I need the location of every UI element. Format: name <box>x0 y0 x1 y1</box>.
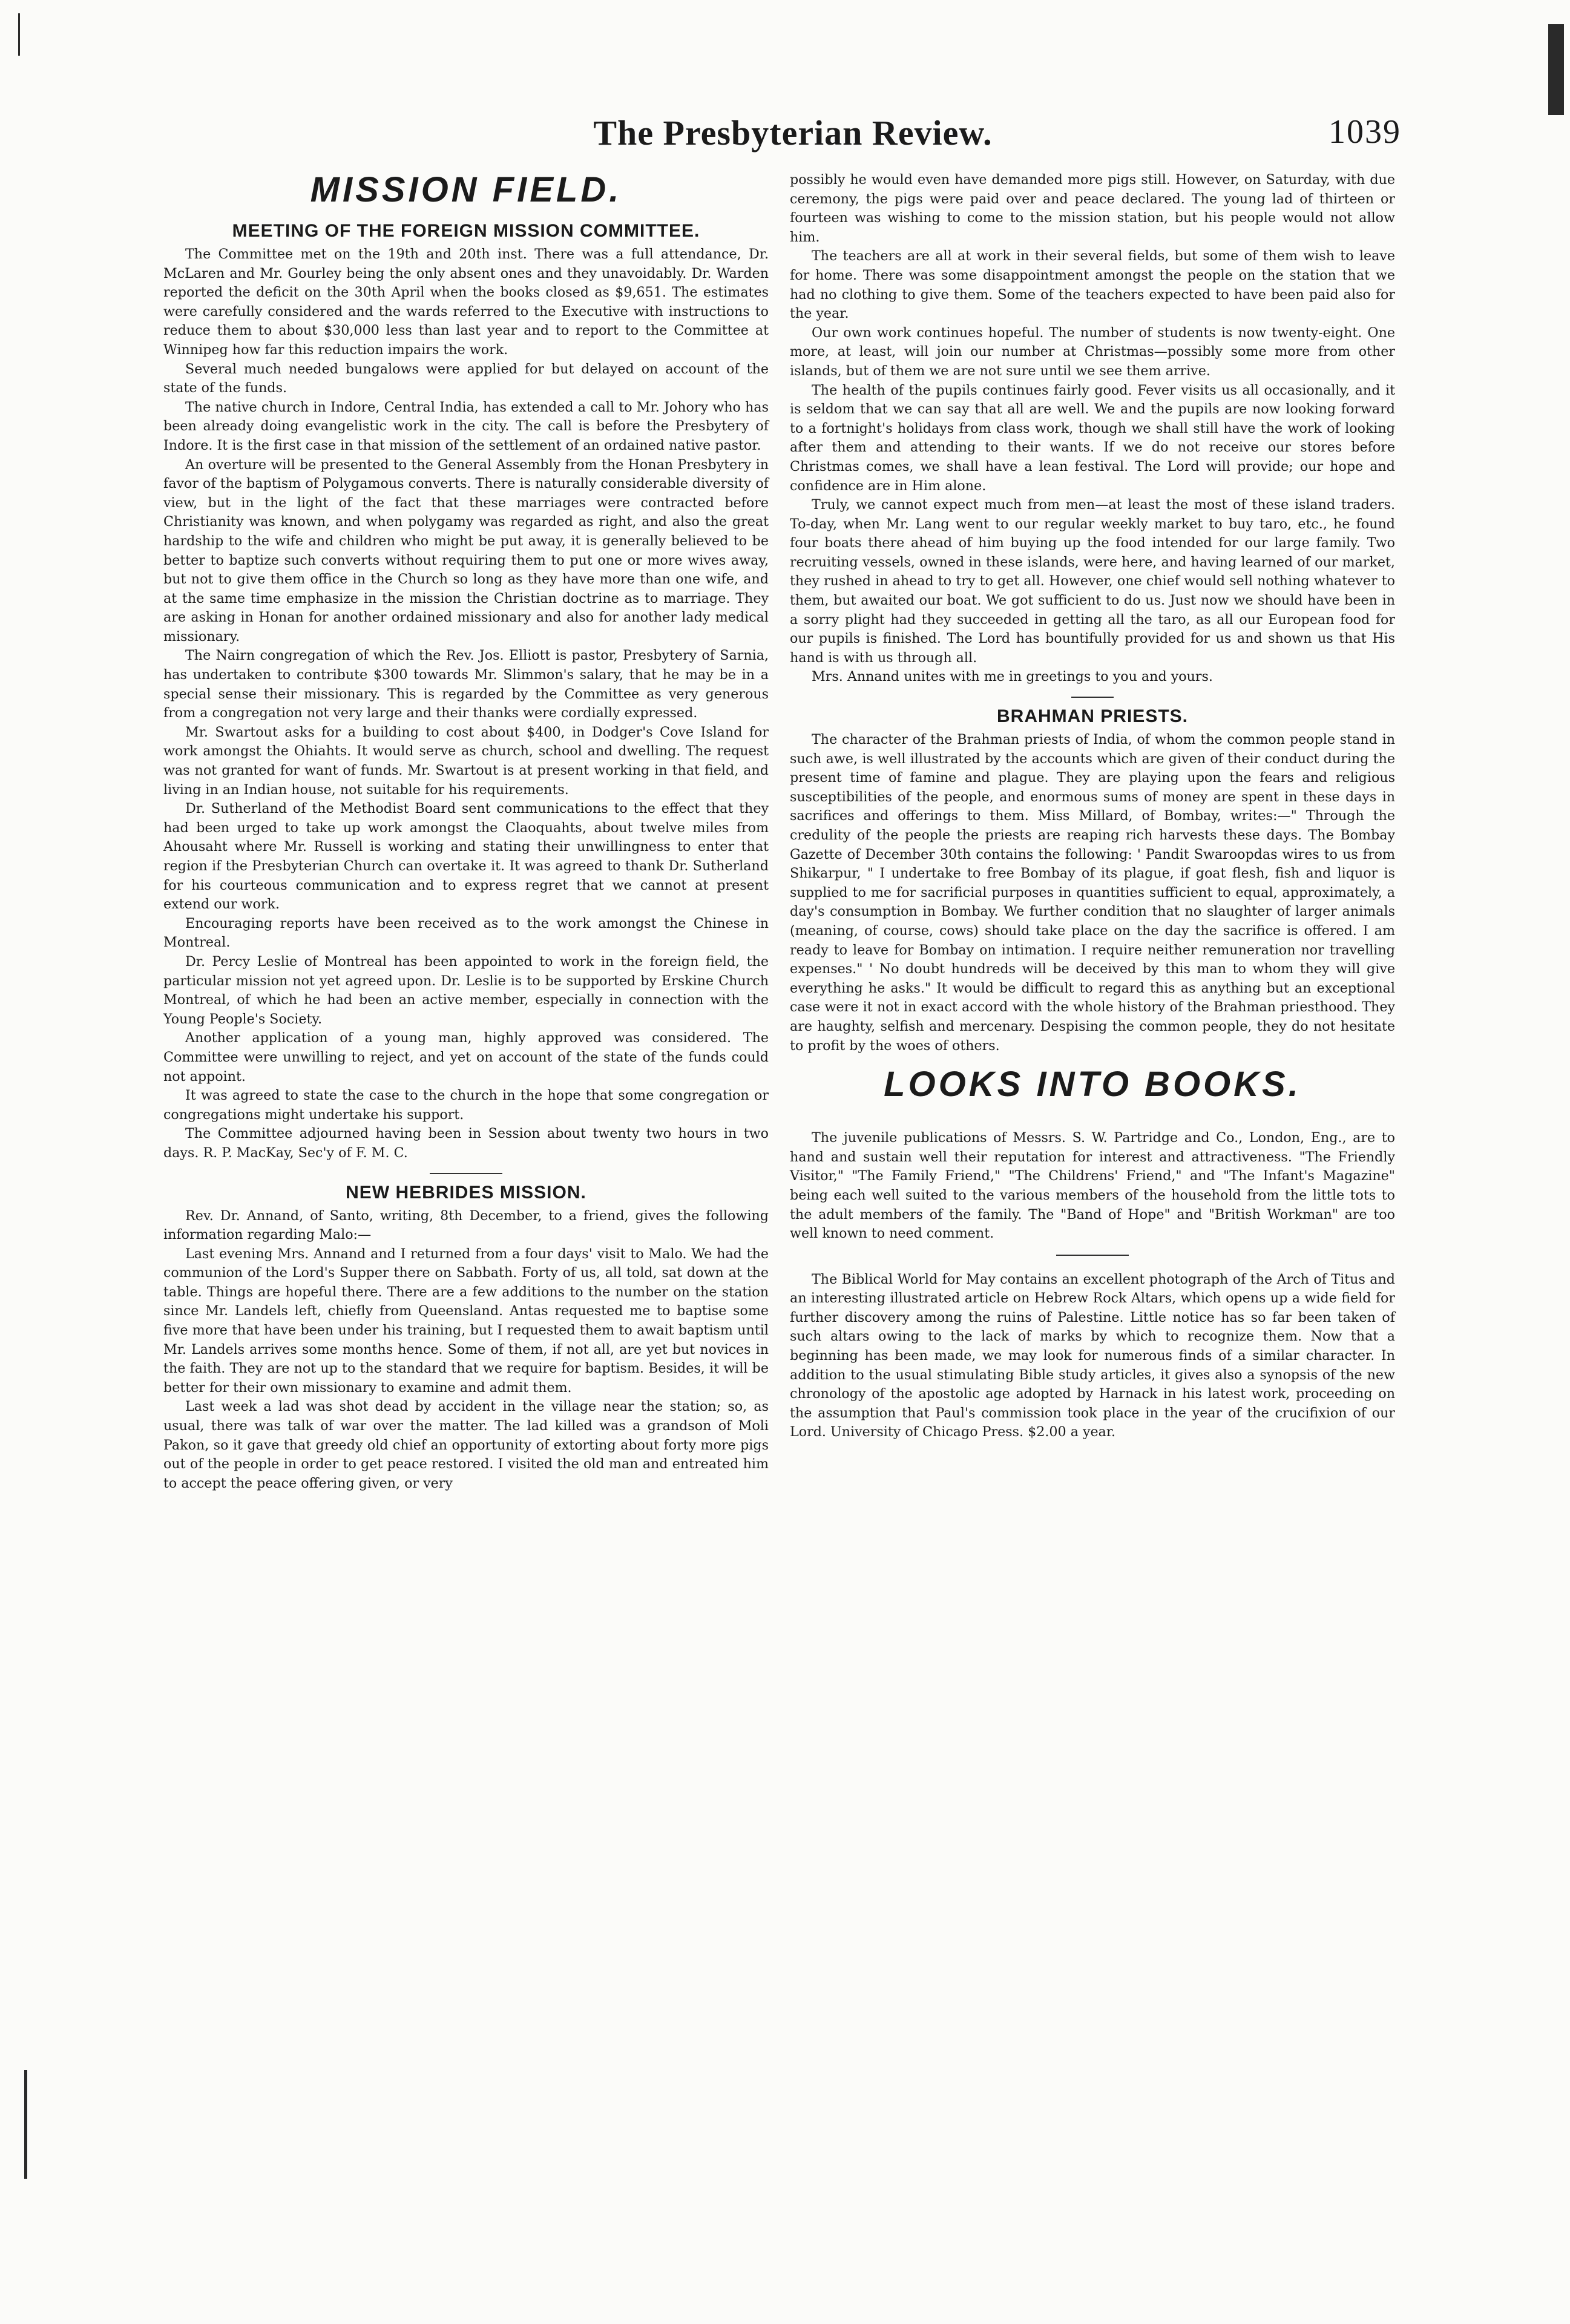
paragraph: An overture will be presented to the General Assembly from the Honan Presbytery in favor of the baptism of Polygamous converts. There is naturally considerable diversity of view, but in the light of the fact that these marriages were contracted before Christianity was known, and when polygamy was regarded as right, and also the great hardship to the wife and children who might be put away, it is generally believed to be better to baptize such converts without requiring them to put one or more wives away, but not to give them office in the Church so long as they have more than one wife, and at the same time emphasize in the mission the Christian doctrine as to marriage. They are asking in Honan for another ordained missionary and also for another lady medical missionary. <box>163 456 769 645</box>
right-column <box>790 171 1395 1442</box>
section-title-mission-field: MISSION FIELD. <box>310 170 622 209</box>
scan-mark-bottom-left <box>24 2070 27 2179</box>
paragraph: Encouraging reports have been received as to the work amongst the Chinese in Montreal. <box>163 915 769 951</box>
paragraph: Several much needed bungalows were applied for but delayed on account of the state of the funds. <box>163 361 769 396</box>
divider-rule <box>1056 1255 1129 1256</box>
paragraph: It was agreed to state the case to the church in the hope that some congregation or congregations might undertake his support. <box>163 1088 769 1123</box>
paragraph: The teachers are all at work in their several fields, but some of them wish to leave for home. There was some disappointment amongst the people on the station that we had no clothing to give them. Some of the teachers expected to have been paid also for the year. <box>790 248 1395 322</box>
paragraph: The Committee met on the 19th and 20th inst. There was a full attendance, Dr. McLaren and Mr. Gourley being the only absent ones and they unavoidably. Dr. Warden reported the deficit on the 30th April when the books closed as $9,651. The estimates were carefully considered and the wards referred to the Executive with instructions to reduce them to about $30,000 less than last year and to report to the Committee at Winnipeg how far this reduction impairs the work. <box>163 246 769 358</box>
paragraph: Dr. Sutherland of the Methodist Board sent communications to the effect that they had been urged to take up work amongst the Claoquahts, about twelve miles from Ahousaht where Mr. Russell is working and stating their unwillingness to enter that region if the Presbyterian Church can overtake it. It was agreed to thank Dr. Sutherland for his courteous communication and to express regret that we cannot at present extend our work. <box>163 801 769 913</box>
scan-mark-top-left <box>18 13 20 56</box>
paragraph: Our own work continues hopeful. The number of students is now twenty-eight. One more, at least, will join our number at Christmas—possibly some more from other islands, but of them we are not sure until we see them arrive. <box>790 324 1395 379</box>
paragraph: The Biblical World for May contains an excellent photograph of the Arch of Titus and an interesting illustrated article on Hebrew Rock Altars, which opens up a wide field for further discovery among the ruins of Palestine. Little notice has so far been taken of such altars owing to the lack of marks by which to recognize them. Now that a beginning has been made, we may look for numerous finds of a similar character. In addition to the usual stimulating Bible study articles, it gives also a synopsis of the new chronology of the apostolic age adopted by Harnack in his latest work, proceeding on the assumption that Paul's commission took place in the year of the crucifixion of our Lord. University of Chicago Press. $2.00 a year. <box>790 1271 1395 1440</box>
paragraph: The character of the Brahman priests of India, of whom the common people stand in such awe, is well illustrated by the accounts which are given of their conduct during the present time of famine and plague. They are playing upon the fears and religious susceptibilities of the people, and enormous sums of money are spent in these days in sacrifices and offerings to them. Miss Millard, of Bombay, writes:—" Through the credulity of the people the priests are reaping rich harvests these days. The Bombay Gazette of December 30th contains the following: ' Pandit Swaroopdas wires to us from Shikarpur, " I undertake to free Bombay of its plague, if goat flesh, fish and liquor is supplied to me for sacrificial purposes in quantities sufficient to equal, approximately, a day's consumption in Bombay. We further condition that no slaughter of larger animals (meaning, of course, cows) should take place on the day the sacrifice is offered. I am ready to leave for Bombay on intimation. I require neither remuneration nor travelling expenses." ' No doubt hundreds will be deceived by this man to whom they will give everything he asks." It would be difficult to regard this as anything but an exceptional case were it not in exact accord with the whole history of the Brahman priesthood. They are haughty, selfish and mercenary. Despising the common people, they do not hesitate to profit by the woes of others. <box>790 732 1395 1054</box>
paragraph: The Committee adjourned having been in Session about twenty two hours in two days. R. P. MacKay, Sec'y of F. M. C. <box>163 1126 769 1161</box>
paragraph: Dr. Percy Leslie of Montreal has been appointed to work in the foreign field, the particular mission not yet agreed upon. Dr. Leslie is to be supported by Erskine Church Montreal, of which he had been an active member, especially in connection with the Young People's Society. <box>163 953 769 1027</box>
paragraph: The Nairn congregation of which the Rev. Jos. Elliott is pastor, Presbytery of Sarnia, has undertaken to contribute $300 towards Mr. Slimmon's salary, that he may be in a special sense their missionary. This is regarded by the Committee as very generous from a congregation not very large and their thanks were cordially expressed. <box>163 648 769 721</box>
paragraph: Mr. Swartout asks for a building to cost about $400, in Dodger's Cove Island for work amongst the Ohiahts. It would serve as church, school and dwelling. The request was not granted for want of funds. Mr. Swartout is at present working in that field, and living in an Indian house, not suitable for his requirements. <box>163 724 769 798</box>
journal-title: The Presbyterian Review. <box>593 113 993 153</box>
paragraph: Last evening Mrs. Annand and I returned from a four days' visit to Malo. We had the communion of the Lord's Supper there on Sabbath. Forty of us, all told, sat down at the table. Things are hopeful there. There are a few additions to the number on the station since Mr. Landels left, chiefly from Queensland. Antas requested me to baptise some five more that have been under his training, but I requested them to await baptism until Mr. Landels arrives some months hence. Some of them, if not all, are yet but novices in the faith. They are not up to the standard that we require for baptism. Besides, it will be better for their own missionary to examine and admit them. <box>163 1246 769 1396</box>
paragraph: Another application of a young man, highly approved was considered. The Committee were unwilling to reject, and yet on account of the state of the funds could not appoint. <box>163 1030 769 1085</box>
left-column <box>163 169 769 1493</box>
paragraph: The health of the pupils continues fairly good. Fever visits us all occasionally, and it is seldom that we can say that all are well. We and the pupils are now looking forward to a fortnight's holidays from class work, though we shall still have the work of looking after them and attending to their wants. If we do not receive our stores before Christmas comes, we shall have a lean festival. The Lord will provide; our hope and confidence are in Him alone. <box>790 382 1395 494</box>
page-number: 1039 <box>1329 113 1401 151</box>
paragraph-continued: possibly he would even have demanded more pigs still. However, on Saturday, with due ceremony, the pigs were paid over and peace declared. The young lad of thirteen or fourteen was wishing to come to the mission station, but his people would not allow him. <box>790 172 1395 245</box>
paragraph: Mrs. Annand unites with me in greetings to you and yours. <box>812 669 1213 685</box>
paragraph: The native church in Indore, Central India, has extended a call to Mr. Johory who has been already doing evangelistic work in the city. The call is before the Presbytery of Indore. It is the first case in that mission of the settlement of an ordained native pastor. <box>163 399 769 453</box>
article-title-foreign-mission-committee: MEETING OF THE FOREIGN MISSION COMMITTEE. <box>232 221 700 241</box>
article-title-brahman-priests: BRAHMAN PRIESTS. <box>996 706 1188 727</box>
section-title-looks-into-books: LOOKS INTO BOOKS. <box>884 1065 1301 1105</box>
paragraph: Truly, we cannot expect much from men—at least the most of these island traders. To-day, when Mr. Lang went to our regular weekly market to buy taro, etc., he found four boats there ahead of him buying up the food intended for our large family. Two recruiting vessels, owned in these islands, were here, and having learned of our market, they rushed in ahead to try to get all. However, one chief would sell nothing whatever to them, but awaited our boat. We got sufficient to do us. Just now we should have been in a sorry plight had they succeeded in getting all the taro, as all our European food for our pupils is finished. The Lord has bountifully provided for us and shown us that His hand is with us through all. <box>790 497 1395 666</box>
paragraph: Last week a lad was shot dead by accident in the village near the station; so, as usual, there was talk of war over the matter. The lad killed was a grandson of Moli Pakon, so it gave that greedy old chief an opportunity of extorting about forty more pigs out of the people in order to get peace restored. I visited the old man and entreated him to accept the peace offering given, or very <box>163 1399 769 1491</box>
divider-rule <box>1071 697 1114 698</box>
scan-mark-top-right <box>1548 24 1564 115</box>
paragraph: Rev. Dr. Annand, of Santo, writing, 8th December, to a friend, gives the following information regarding Malo:— <box>163 1207 769 1243</box>
article-title-new-hebrides: NEW HEBRIDES MISSION. <box>346 1182 586 1203</box>
divider-rule <box>430 1173 502 1174</box>
paragraph: The juvenile publications of Messrs. S. W. Partridge and Co., London, Eng., are to hand and sustain well their reputation for interest and attractiveness. "The Friendly Visitor," "The Family Friend," "The Childrens' Friend," and "The Infant's Magazine" being each well suited to the various members of the household from the little tots to the adult members of the family. The "Band of Hope" and "British Workman" are too well known to need comment. <box>790 1130 1395 1242</box>
